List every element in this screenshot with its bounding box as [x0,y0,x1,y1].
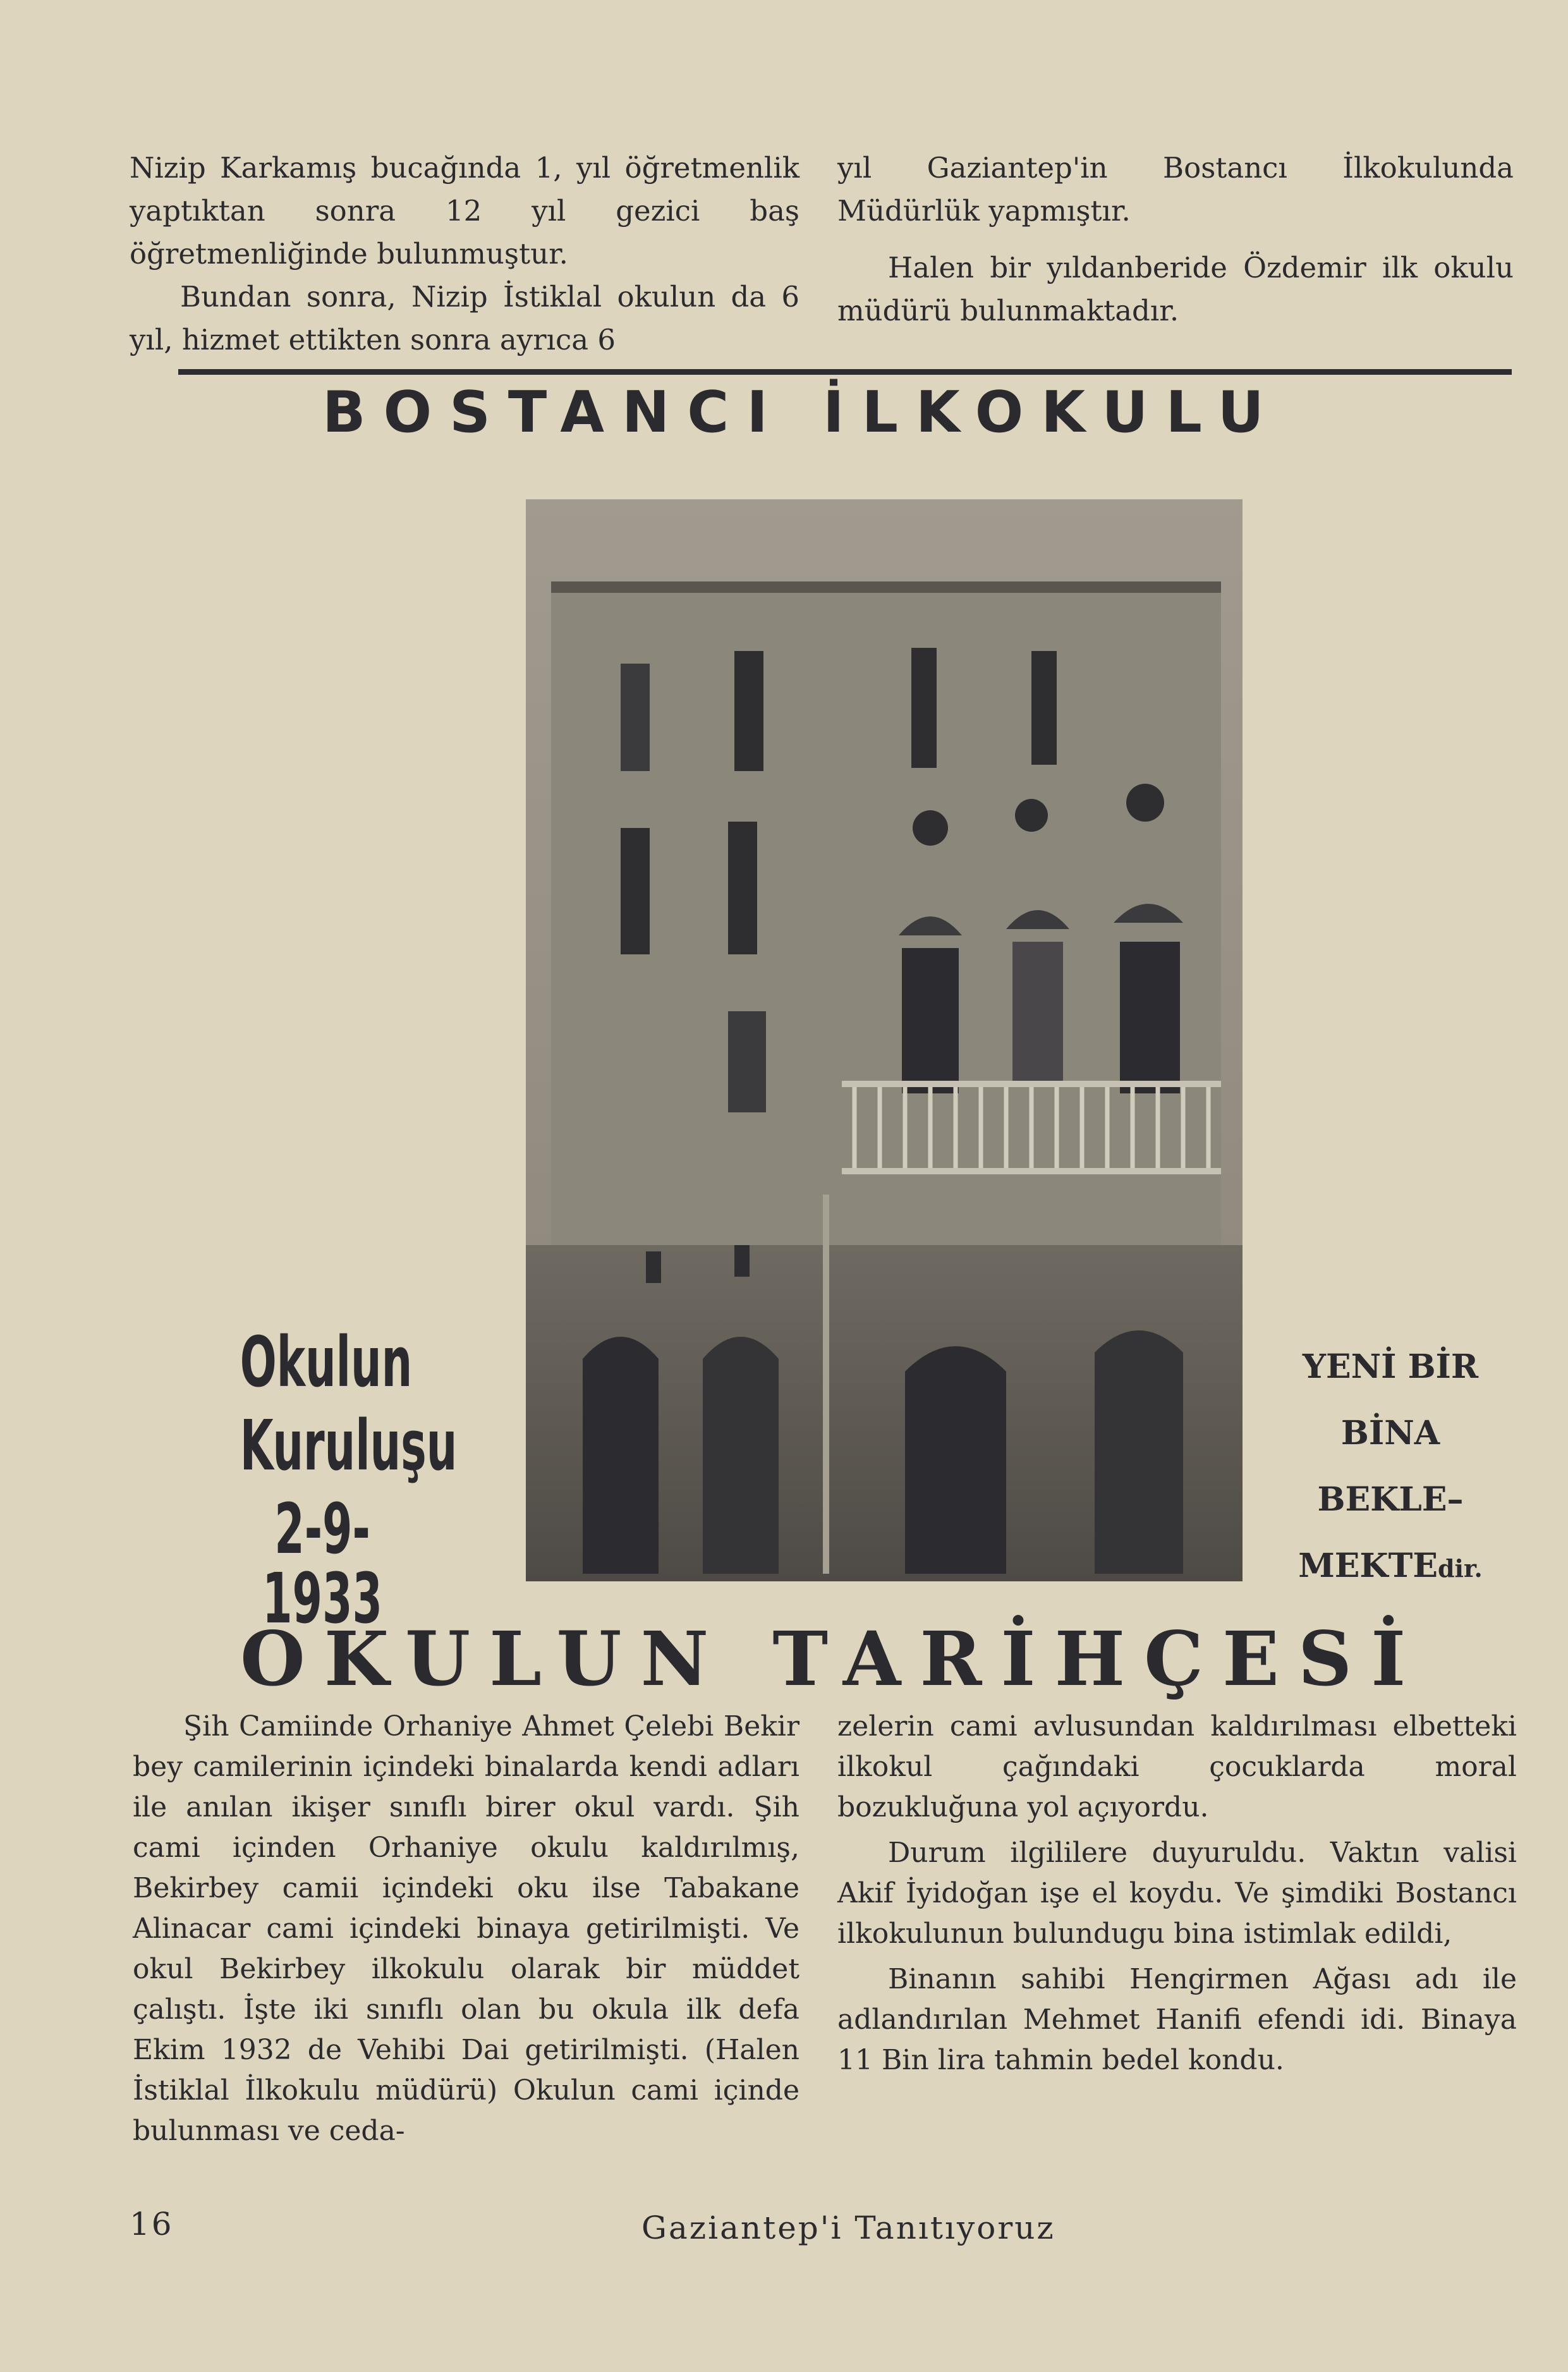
history-right-column [837,1706,1517,2081]
top-left-paragraph-2: Bundan sonra, Nizip İstiklal okulun da 6 yıl, hizmet ettikten sonra ayrıca 6 [130,280,799,356]
new-building-line-1: YENİ BİR [1302,1347,1479,1386]
section-title: BOSTANCI İLKOKULU [322,379,1282,446]
top-right-paragraph-2: Halen bir yıldanberide Özdemir ilk okulu müdürü bulunmaktadır. [837,251,1514,327]
publication-name: Gaziantep'i Tanıtıyoruz [641,2210,1055,2246]
founding-line-2: Kuruluşu [240,1405,458,1486]
history-left-paragraph-1: Şih Camiinde Orhaniye Ahmet Çelebi Bekir bey camilerinin içindeki binalarda kendi adları ile anılan ikişer sınıflı birer okul vardı. Şih cami içinden Orhaniye okulu kaldırılmış, Bekirbey camii içindeki oku ilse Tabakane Alinacar cami içindeki binaya getirilmişti. Ve okul Bekirbey ilkokulu olarak bir müddet çalıştı. İşte iki sınıflı olan bu okula ilk defa Ekim 1932 de Vehibi Dai getirilmişti. (Halen İstiklal İlkokulu müdürü) Okulun cami içinde bulunması ve ceda- [133,1710,799,2147]
new-building-line-4: MEKTE [1298,1547,1438,1585]
history-right-paragraph-2: Durum ilgililere duyuruldu. Vaktın valisi Akif İyidoğan işe el koydu. Ve şimdiki Bostancı ilkokulunun bulundugu bina istimlak edildi, [837,1837,1517,1950]
history-title: OKULUN TARİHÇESİ [240,1615,1425,1703]
founding-caption [190,1322,458,1639]
new-building-caption [1258,1334,1523,1602]
founding-date: 2-9-1933 [262,1488,382,1639]
new-building-line-3: BEKLE– [1317,1480,1464,1519]
top-right-column [837,147,1514,332]
history-left-column [133,1706,799,2151]
page-number: 16 [130,2206,174,2242]
section-divider [178,369,1512,375]
new-building-line-2: BİNA [1340,1414,1440,1452]
top-left-column [130,147,799,362]
new-building-line-4-suffix: dir. [1437,1554,1483,1583]
history-right-paragraph-1: zelerin cami avlusundan kaldırılması elbetteki ilkokul çağındaki çocuklarda moral bozukluğuna yol açıyordu. [837,1710,1517,1823]
founding-line-1: Okulun [240,1322,413,1402]
school-building-photo [526,499,1243,1581]
history-right-paragraph-3: Binanın sahibi Hengirmen Ağası adı ile adlandırılan Mehmet Hanifi efendi idi. Binaya 11 Bin lira tahmin bedel kondu. [837,1963,1517,2076]
top-right-paragraph-1: yıl Gaziantep'in Bostancı İlkokulunda Müdürlük yapmıştır. [837,151,1514,228]
top-left-paragraph-1: Nizip Karkamış bucağında 1, yıl öğretmenlik yaptıktan sonra 12 yıl gezici baş öğretmenliğinde bulunmuştur. [130,151,799,271]
